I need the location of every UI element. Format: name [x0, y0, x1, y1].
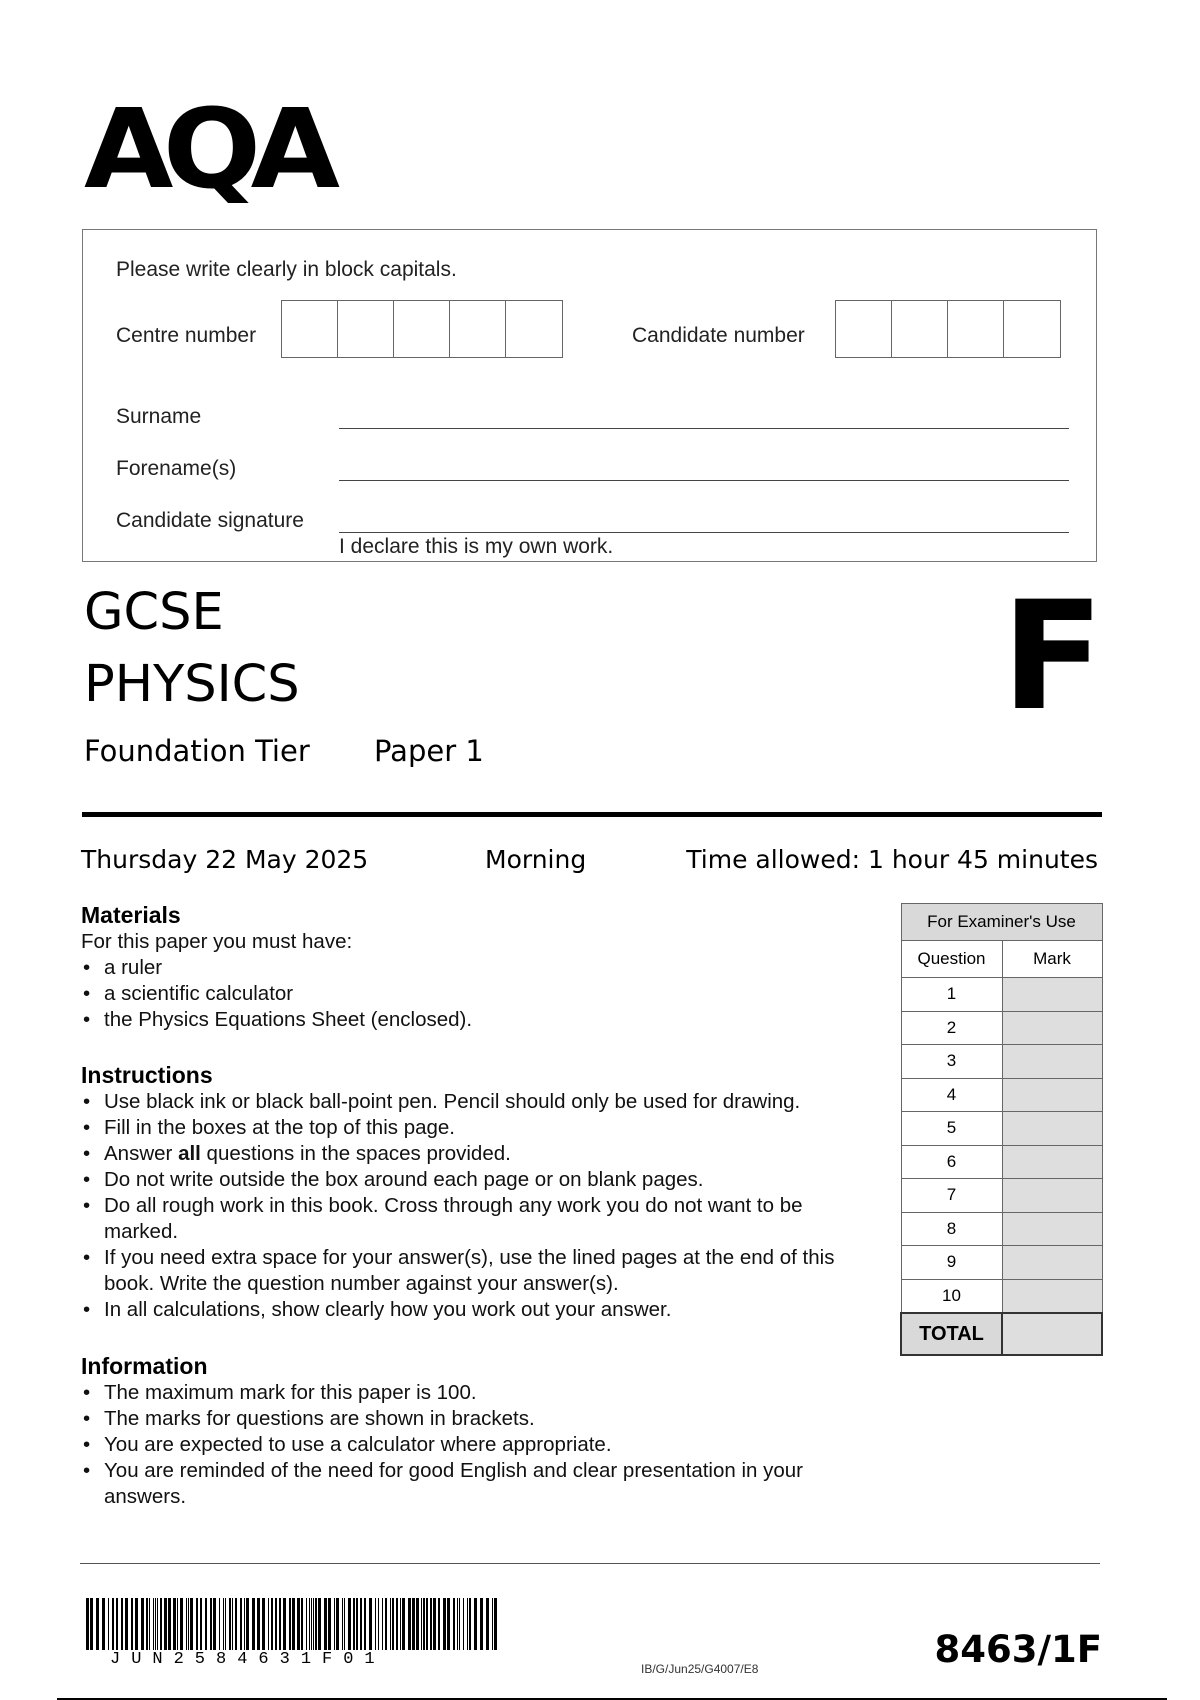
- barcode-bar: [494, 1598, 497, 1650]
- barcode-bar: [392, 1598, 394, 1650]
- barcode-bar: [463, 1598, 464, 1650]
- barcode-bar: [353, 1598, 355, 1650]
- question-number: 6: [901, 1145, 1002, 1179]
- barcode-bar: [125, 1598, 128, 1650]
- barcode-bar: [283, 1598, 286, 1650]
- mark-cell: [1002, 1179, 1102, 1213]
- barcode-bar: [453, 1598, 455, 1650]
- mark-cell: [1002, 1045, 1102, 1079]
- materials-section: [81, 902, 881, 1033]
- barcode-bar: [271, 1598, 273, 1650]
- barcode-bar: [342, 1598, 343, 1650]
- barcode-bar: [375, 1598, 376, 1650]
- barcode-bar: [90, 1598, 93, 1650]
- barcode-bar: [149, 1598, 150, 1650]
- barcode-bar: [141, 1598, 144, 1650]
- barcode-bar: [102, 1598, 105, 1650]
- barcode-bar: [160, 1598, 162, 1650]
- block-capitals-instruction: Please write clearly in block capitals.: [116, 258, 457, 281]
- barcode-bar: [344, 1598, 345, 1650]
- barcode-bar: [309, 1598, 310, 1650]
- list-item: • Do all rough work in this book. Cross through any work you do not want to be marked.: [81, 1193, 871, 1245]
- barcode-bar: [467, 1598, 468, 1650]
- candidate-number-boxes[interactable]: [835, 300, 1061, 358]
- barcode-bar: [219, 1598, 220, 1650]
- barcode-bar: [306, 1598, 307, 1650]
- answer-bold: all: [178, 1142, 201, 1165]
- information-heading: Information: [81, 1353, 208, 1379]
- barcode-bar: [311, 1598, 312, 1650]
- barcode-bar: [86, 1598, 89, 1650]
- barcode-bar: [168, 1598, 171, 1650]
- barcode-bar: [196, 1598, 198, 1650]
- paper-code: 8463/1F: [934, 1628, 1102, 1671]
- candidate-number-box[interactable]: [1004, 301, 1060, 357]
- centre-number-box[interactable]: [282, 301, 338, 357]
- barcode-bar: [382, 1598, 383, 1650]
- total-label: TOTAL: [901, 1313, 1002, 1355]
- barcode-bar: [257, 1598, 260, 1650]
- barcode-bar: [364, 1598, 366, 1650]
- barcode-bar: [205, 1598, 207, 1650]
- barcode-bar: [318, 1598, 321, 1650]
- barcode-bar: [469, 1598, 471, 1650]
- mark-column-header: Mark: [1002, 941, 1102, 978]
- barcode-bar: [430, 1598, 432, 1650]
- barcode-bar: [157, 1598, 158, 1650]
- examiner-use-table: [900, 903, 1103, 1356]
- mark-cell: [1002, 1011, 1102, 1045]
- centre-number-box[interactable]: [506, 301, 562, 357]
- centre-number-box[interactable]: [338, 301, 394, 357]
- list-item: • The maximum mark for this paper is 100.: [81, 1380, 871, 1406]
- document-reference: IB/G/Jun25/G4007/E8: [641, 1662, 759, 1676]
- subject-title: PHYSICS: [84, 655, 300, 714]
- question-number: 7: [901, 1179, 1002, 1213]
- question-number: 3: [901, 1045, 1002, 1079]
- materials-heading: Materials: [81, 902, 181, 928]
- barcode-bar: [447, 1598, 450, 1650]
- total-mark-cell: [1002, 1313, 1102, 1355]
- answer-prefix: Answer: [104, 1142, 179, 1165]
- paper-label: Paper 1: [374, 734, 484, 768]
- barcode-bar: [443, 1598, 446, 1650]
- barcode-bar: [433, 1598, 436, 1650]
- candidate-number-box[interactable]: [836, 301, 892, 357]
- barcode-bar: [96, 1598, 99, 1650]
- barcode-bar: [268, 1598, 269, 1650]
- barcode-bar: [252, 1598, 255, 1650]
- barcode-bar: [112, 1598, 114, 1650]
- list-item: • If you need extra space for your answer(s), use the lined pages at the end of this book. Write the question number against your answer(s).: [81, 1245, 871, 1297]
- barcode-bar: [235, 1598, 237, 1650]
- mark-cell: [1002, 1145, 1102, 1179]
- declaration-text: I declare this is my own work.: [339, 535, 614, 558]
- instructions-list: [81, 1089, 871, 1323]
- list-item: • Use black ink or black ball-point pen. Pencil should only be used for drawing.: [81, 1089, 871, 1115]
- barcode-bar: [177, 1598, 178, 1650]
- barcode-bar: [416, 1598, 419, 1650]
- list-item: • a scientific calculator: [81, 981, 881, 1007]
- list-item: • Do not write outside the box around each page or on blank pages.: [81, 1167, 871, 1193]
- barcode: [86, 1598, 500, 1650]
- exam-session: Morning: [485, 845, 587, 874]
- centre-number-label: Centre number: [116, 324, 257, 347]
- answer-suffix: questions in the spaces provided.: [200, 1142, 511, 1165]
- barcode-bar: [213, 1598, 216, 1650]
- barcode-bar: [223, 1598, 224, 1650]
- candidate-number-box[interactable]: [892, 301, 948, 357]
- barcode-bar: [313, 1598, 314, 1650]
- exam-date: Thursday 22 May 2025: [81, 845, 369, 874]
- list-item: • In all calculations, show clearly how you work out your answer.: [81, 1297, 871, 1323]
- barcode-bar: [135, 1598, 138, 1650]
- list-item: • Fill in the boxes at the top of this page.: [81, 1115, 871, 1141]
- question-column-header: Question: [901, 941, 1002, 978]
- barcode-bar: [244, 1598, 245, 1650]
- barcode-bar: [225, 1598, 226, 1650]
- question-number: 4: [901, 1078, 1002, 1112]
- barcode-bar: [426, 1598, 428, 1650]
- title-rule: [82, 812, 1102, 817]
- question-number: 2: [901, 1011, 1002, 1045]
- barcode-bar: [356, 1598, 358, 1650]
- mark-cell: [1002, 978, 1102, 1012]
- information-list: [81, 1380, 871, 1510]
- barcode-bar: [423, 1598, 425, 1650]
- barcode-bar: [246, 1598, 249, 1650]
- list-item: • the Physics Equations Sheet (enclosed).: [81, 1007, 881, 1033]
- tier-letter: F: [1001, 570, 1104, 744]
- barcode-bar: [486, 1598, 489, 1650]
- signature-label: Candidate signature: [116, 509, 304, 532]
- candidate-number-label: Candidate number: [632, 324, 805, 347]
- barcode-bar: [190, 1598, 193, 1650]
- barcode-bar: [108, 1598, 109, 1650]
- barcode-bar: [164, 1598, 167, 1650]
- surname-line[interactable]: [339, 428, 1069, 429]
- candidate-details-box: [82, 229, 1097, 562]
- materials-list: [81, 955, 881, 1033]
- barcode-bar: [131, 1598, 133, 1650]
- barcode-bar: [186, 1598, 187, 1650]
- list-item: [81, 1141, 871, 1167]
- forenames-label: Forename(s): [116, 457, 237, 480]
- forenames-line[interactable]: [339, 480, 1069, 481]
- barcode-bar: [116, 1598, 118, 1650]
- list-item: • You are reminded of the need for good English and clear presentation in your answers.: [81, 1458, 871, 1510]
- instructions-section: [81, 1062, 871, 1323]
- barcode-bar: [315, 1598, 317, 1650]
- barcode-bar: [262, 1598, 265, 1650]
- aqa-logo: AQA: [84, 85, 330, 213]
- information-section: [81, 1353, 871, 1510]
- barcode-bar: [385, 1598, 387, 1650]
- candidate-number-box[interactable]: [948, 301, 1004, 357]
- question-number: 5: [901, 1112, 1002, 1146]
- barcode-bar: [289, 1598, 291, 1650]
- barcode-bar: [360, 1598, 362, 1650]
- barcode-bar: [400, 1598, 401, 1650]
- barcode-bar: [275, 1598, 277, 1650]
- barcode-bar: [200, 1598, 202, 1650]
- barcode-bar: [328, 1598, 331, 1650]
- barcode-bar: [153, 1598, 154, 1650]
- question-number: 1: [901, 978, 1002, 1012]
- barcode-bar: [210, 1598, 212, 1650]
- barcode-bar: [402, 1598, 405, 1650]
- mark-cell: [1002, 1279, 1102, 1313]
- barcode-bar: [369, 1598, 372, 1650]
- mark-cell: [1002, 1246, 1102, 1280]
- mark-cell: [1002, 1078, 1102, 1112]
- question-number: 9: [901, 1246, 1002, 1280]
- footer-rule: [80, 1563, 1100, 1564]
- qualification-title: GCSE: [84, 583, 224, 642]
- materials-intro: For this paper you must have:: [81, 930, 353, 953]
- barcode-bar: [438, 1598, 440, 1650]
- barcode-bar: [324, 1598, 327, 1650]
- barcode-bar: [459, 1598, 460, 1650]
- barcode-bar: [396, 1598, 398, 1650]
- barcode-bar: [229, 1598, 231, 1650]
- barcode-bar: [378, 1598, 379, 1650]
- instructions-heading: Instructions: [81, 1062, 213, 1088]
- barcode-bar: [180, 1598, 183, 1650]
- list-item: • a ruler: [81, 955, 881, 981]
- surname-label: Surname: [116, 405, 202, 428]
- barcode-bar: [188, 1598, 189, 1650]
- barcode-bar: [412, 1598, 415, 1650]
- barcode-bar: [408, 1598, 411, 1650]
- examiner-table-header: For Examiner's Use: [901, 904, 1102, 941]
- question-number: 10: [901, 1279, 1002, 1313]
- barcode-bar: [240, 1598, 242, 1650]
- barcode-bar: [336, 1598, 339, 1650]
- barcode-bar: [480, 1598, 483, 1650]
- mark-cell: [1002, 1112, 1102, 1146]
- centre-number-boxes[interactable]: [281, 300, 563, 358]
- barcode-bar: [173, 1598, 176, 1650]
- barcode-bar: [146, 1598, 148, 1650]
- barcode-bar: [155, 1598, 156, 1650]
- list-item: • The marks for questions are shown in brackets.: [81, 1406, 871, 1432]
- barcode-bar: [348, 1598, 351, 1650]
- barcode-bar: [232, 1598, 233, 1650]
- question-number: 8: [901, 1212, 1002, 1246]
- mark-cell: [1002, 1212, 1102, 1246]
- barcode-bar: [421, 1598, 422, 1650]
- time-allowed: Time allowed: 1 hour 45 minutes: [686, 845, 1098, 874]
- barcode-bar: [492, 1598, 493, 1650]
- barcode-bar: [301, 1598, 303, 1650]
- barcode-bar: [121, 1598, 123, 1650]
- centre-number-box[interactable]: [394, 301, 450, 357]
- barcode-bar: [390, 1598, 391, 1650]
- barcode-bar: [457, 1598, 458, 1650]
- barcode-bar: [297, 1598, 300, 1650]
- barcode-bar: [292, 1598, 295, 1650]
- centre-number-box[interactable]: [450, 301, 506, 357]
- barcode-bar: [474, 1598, 477, 1650]
- barcode-bar: [279, 1598, 281, 1650]
- signature-line[interactable]: [339, 532, 1069, 533]
- list-item: • You are expected to use a calculator where appropriate.: [81, 1432, 871, 1458]
- barcode-text: JUN2584631F01: [110, 1650, 386, 1669]
- barcode-bar: [334, 1598, 335, 1650]
- tier-label: Foundation Tier: [84, 734, 310, 768]
